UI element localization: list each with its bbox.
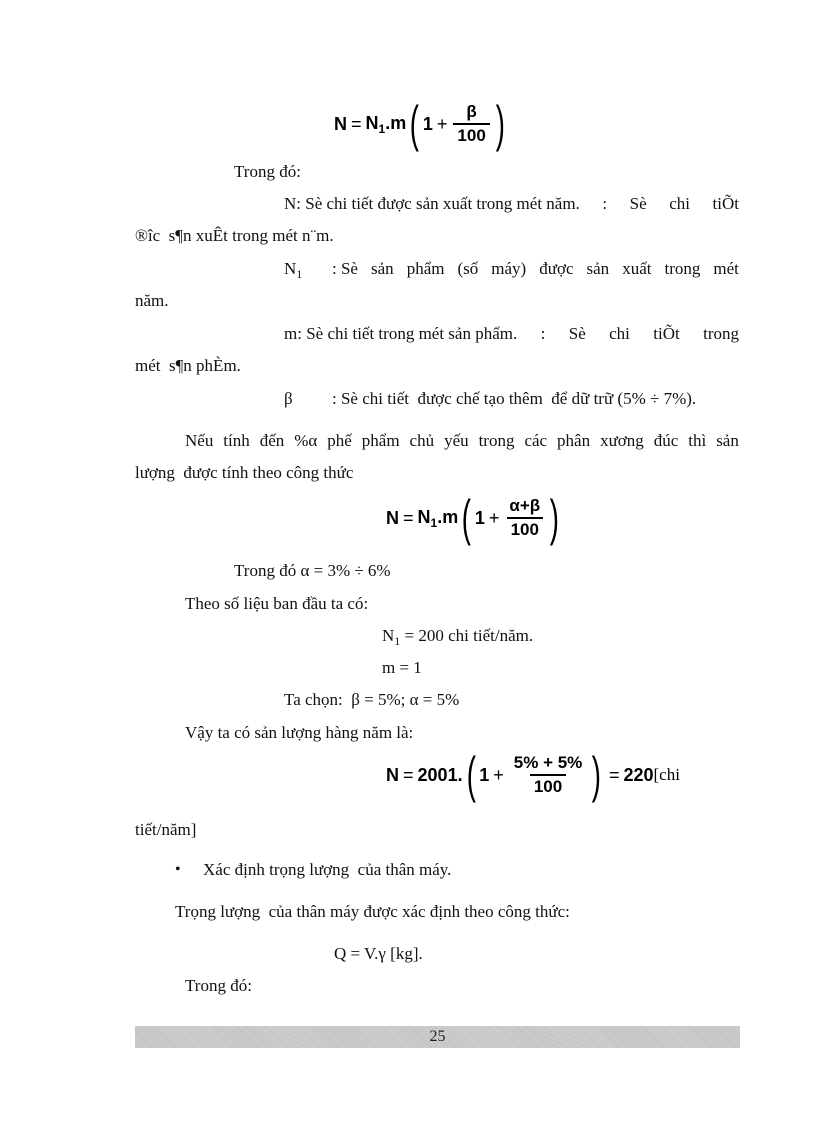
m-definition-line2: mét s¶n phÈm. — [135, 356, 241, 375]
initial-data-heading: Theo số liệu ban đầu ta có: — [185, 594, 369, 613]
beta-symbol: β — [284, 389, 293, 408]
n-definition-line2: ®îc s¶n xuÊt trong mét n¨m. — [135, 226, 334, 245]
beta-definition: : Sè chi tiết được chế tạo thêm để dữ trữ (5% ÷ 7%). — [332, 389, 697, 408]
bullet-machine-weight: Xác định trọng lượng của thân máy. — [203, 860, 452, 879]
n1-definition-line1: : Sè sản phẩm (số máy) được sản xuất trong mét — [332, 259, 739, 278]
formula-equals: = — [351, 113, 362, 134]
n1-symbol: $N_1$ — [284, 259, 303, 281]
m-value: m = 1 — [382, 658, 422, 677]
n1-value: $N_1 = 200$ chi tiết/năm. — [382, 626, 534, 648]
chosen-values: Ta chọn: β = 5%; α = 5% — [284, 690, 460, 709]
page-number: 25 — [429, 1028, 446, 1045]
bullet-dot: • — [175, 861, 181, 878]
formula-n-beta: N = $N_1.m$ ( 1 + $\frac{\beta}{100}$ ) — [334, 96, 505, 152]
formula-lhs: N — [334, 113, 347, 134]
n-definition-line1: N: Sè chi tiết được sản xuất trong mét năm. : Sè chi tiÕt — [284, 194, 739, 213]
n1-definition-line2: năm. — [135, 291, 169, 310]
q-formula: Q = V.γ [kg]. — [334, 944, 423, 963]
formula-fraction: $\frac{\beta}{100}$ — [453, 102, 489, 146]
alpha-range: Trong đó α = 3% ÷ 6% — [234, 561, 391, 580]
annual-output-heading: Vậy ta có sản lượng hàng năm là: — [185, 723, 414, 742]
result-unit-continuation: tiết/năm] — [135, 820, 197, 839]
trong-do-label: Trong đó: — [234, 162, 301, 181]
formula-result: N = 200 1 . ( 1 + $\frac{5\% + 5\%}{100}$ ) = 220 [chi — [386, 747, 680, 803]
page-footer-bar — [135, 1026, 740, 1048]
m-definition-line1: m: Sè chi tiết trong mét sản phẩm. : Sè chi tiÕt trong — [284, 324, 739, 343]
weight-formula-intro: Trọng lượng của thân máy được xác định theo công thức: — [175, 902, 570, 921]
scrap-paragraph-line2: lượng được tính theo công thức — [135, 463, 354, 482]
formula-fraction: $\frac{\alpha+\beta}{100}$ — [505, 496, 544, 540]
formula-n-alpha-beta: N = $N_1.m$ ( 1 + $\frac{\alpha+\beta}{100}$ ) — [386, 490, 560, 546]
scrap-paragraph-line1: Nếu tính đến %α phế phẩm chủ yếu trong các phân xương đúc thì sản — [185, 431, 739, 450]
formula-fraction: $\frac{5\% + 5\%}{100}$ — [513, 753, 583, 796]
trong-do-end: Trong đó: — [185, 976, 252, 995]
formula-n1: $N_1.m$ — [365, 112, 407, 136]
